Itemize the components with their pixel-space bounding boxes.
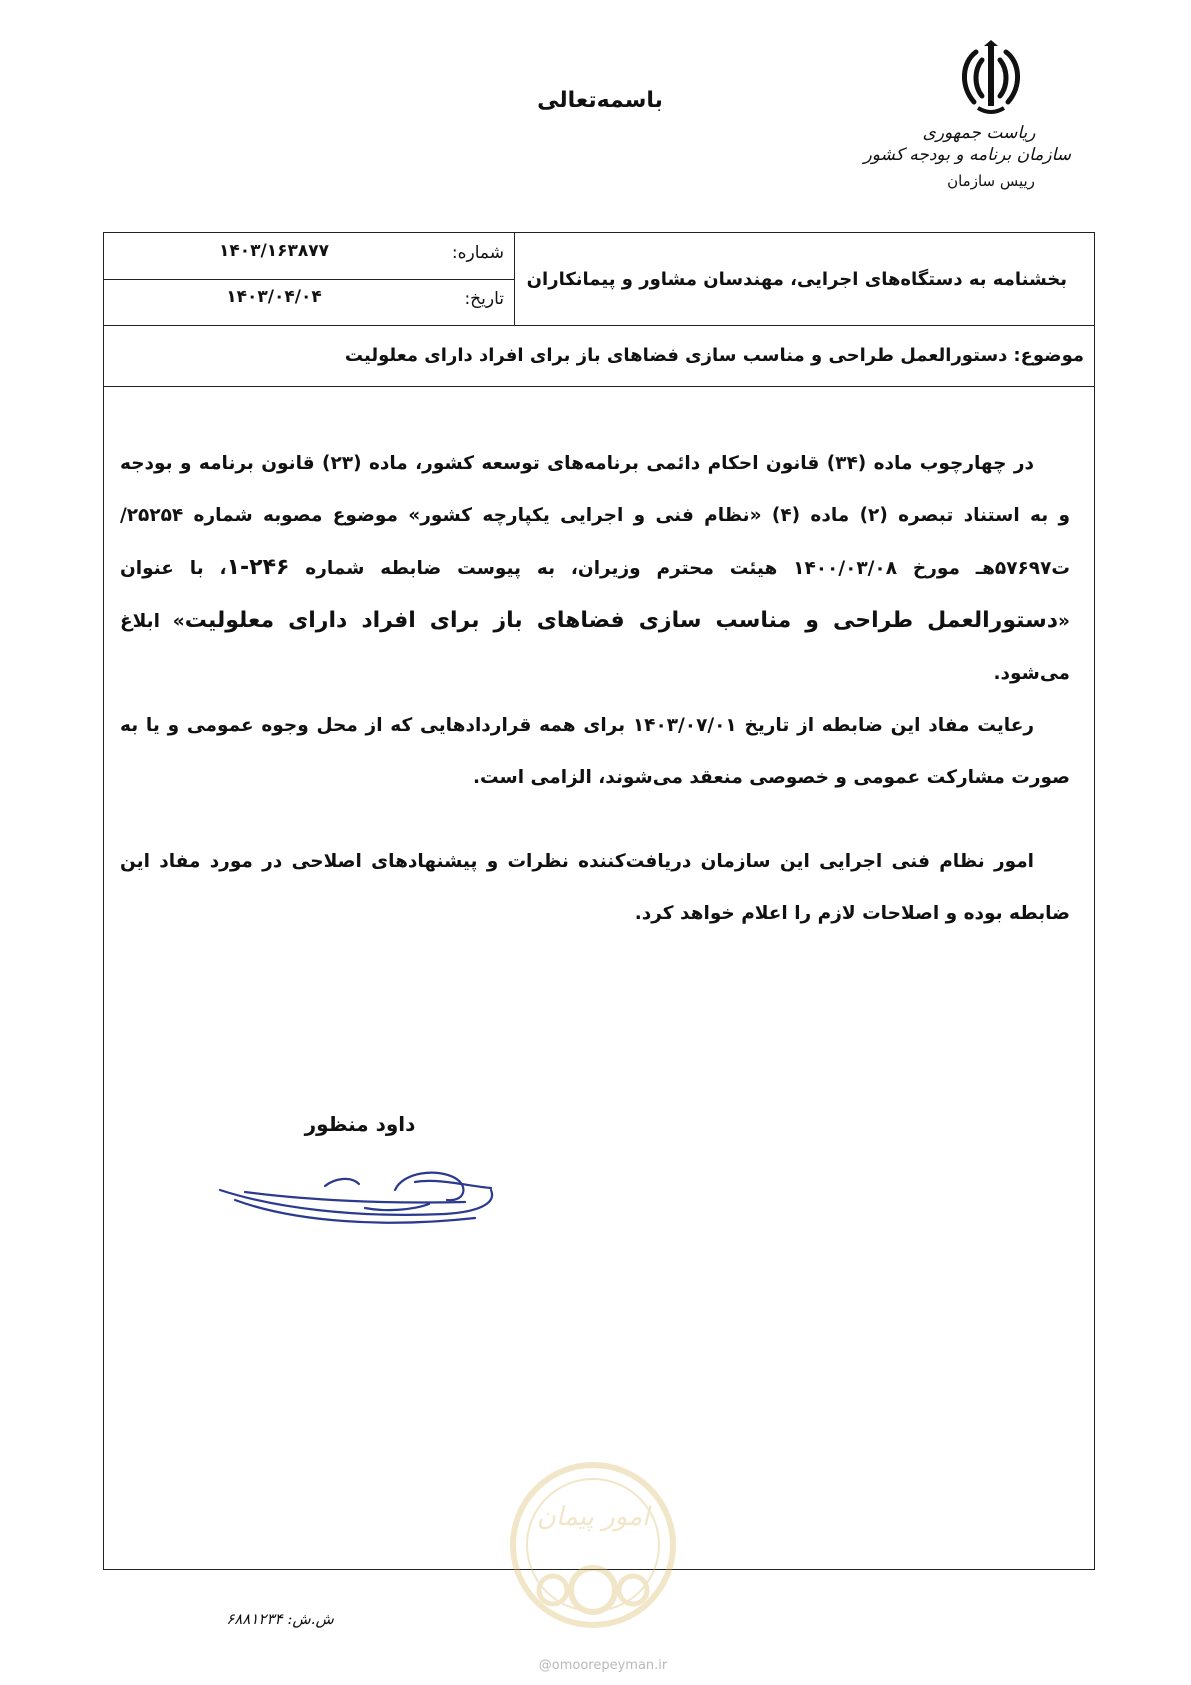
column-divider	[514, 233, 515, 325]
paragraph-1-end: » ابلاغ می‌شود.	[120, 611, 1070, 684]
regulation-code: ۲۴۶-۱	[226, 555, 290, 580]
iran-emblem-icon	[954, 40, 1028, 116]
presidency-line: ریاست جمهوری	[922, 123, 1036, 143]
footer-code: ش.ش: ۶۸۸۱۲۳۴	[226, 1610, 334, 1628]
watermark-logo-icon	[508, 1440, 678, 1650]
regulation-title: دستورالعمل طراحی و مناسب سازی فضاهای باز برای افراد دارای معلولیت	[184, 608, 1059, 633]
subject-row	[104, 325, 1094, 387]
meta-divider	[104, 279, 514, 280]
organization-name: سازمان برنامه و بودجه کشور	[863, 145, 1071, 165]
number-label: شماره:	[451, 243, 504, 263]
subject-label: موضوع:	[1013, 345, 1084, 366]
paragraph-1	[120, 438, 1070, 700]
subject-text: دستورالعمل طراحی و مناسب سازی فضاهای باز برای افراد دارای معلولیت	[344, 345, 1008, 366]
head-of-organization: رییس سازمان	[947, 172, 1035, 190]
signature-image	[215, 1160, 515, 1240]
site-watermark: @omoorepeyman.ir	[538, 1658, 668, 1673]
paragraph-3: امور نظام فنی اجرایی این سازمان دریافت‌کننده نظرات و پیشنهادهای اصلاحی در مورد مفاد این ضابطه بوده و اصلاحات لازم را اعلام خواهد کرد.	[120, 851, 1070, 924]
recipients: بخشنامه به دستگاه‌های اجرایی، مهندسان مشاور و پیمانکاران	[526, 268, 1067, 290]
basmala: باسمه‌تعالی	[537, 88, 663, 113]
number-value: ۱۴۰۳/۱۶۳۸۷۷	[219, 241, 329, 261]
paragraph-1-text: در چهارچوب ماده (۳۴) قانون احکام دائمی برنامه‌های توسعه کشور، ماده (۲۳) قانون برنامه و بودجه و به استناد تبصره (۲) ماده (۴) «نظام فنی و اجرایی یکپارچه کشور» موضوع مصوبه شماره ۲۵۲۵۴/ت۵۷۶۹۷هـ مورخ ۱۴۰۰/۰۳/۰۸ هیئت محترم وزیران، به پیوست ضابطه شماره	[120, 453, 1071, 579]
organization-header	[863, 40, 1071, 192]
paragraph-1-connector: ، با عنوان «	[120, 558, 1070, 632]
letter-body	[120, 438, 1070, 940]
date-label: تاریخ:	[464, 289, 504, 309]
header-row	[104, 233, 1094, 326]
svg-text:امور پیمان: امور پیمان	[536, 1502, 650, 1532]
signer-name: داود منظور	[304, 1112, 416, 1136]
date-value: ۱۴۰۳/۰۴/۰۴	[226, 287, 322, 307]
paragraph-2: رعایت مفاد این ضابطه از تاریخ ۱۴۰۳/۰۷/۰۱ برای همه قراردادهایی که از محل وجوه عمومی و یا به صورت مشارکت عمومی و خصوصی منعقد می‌شوند، الزامی است.	[120, 715, 1070, 788]
